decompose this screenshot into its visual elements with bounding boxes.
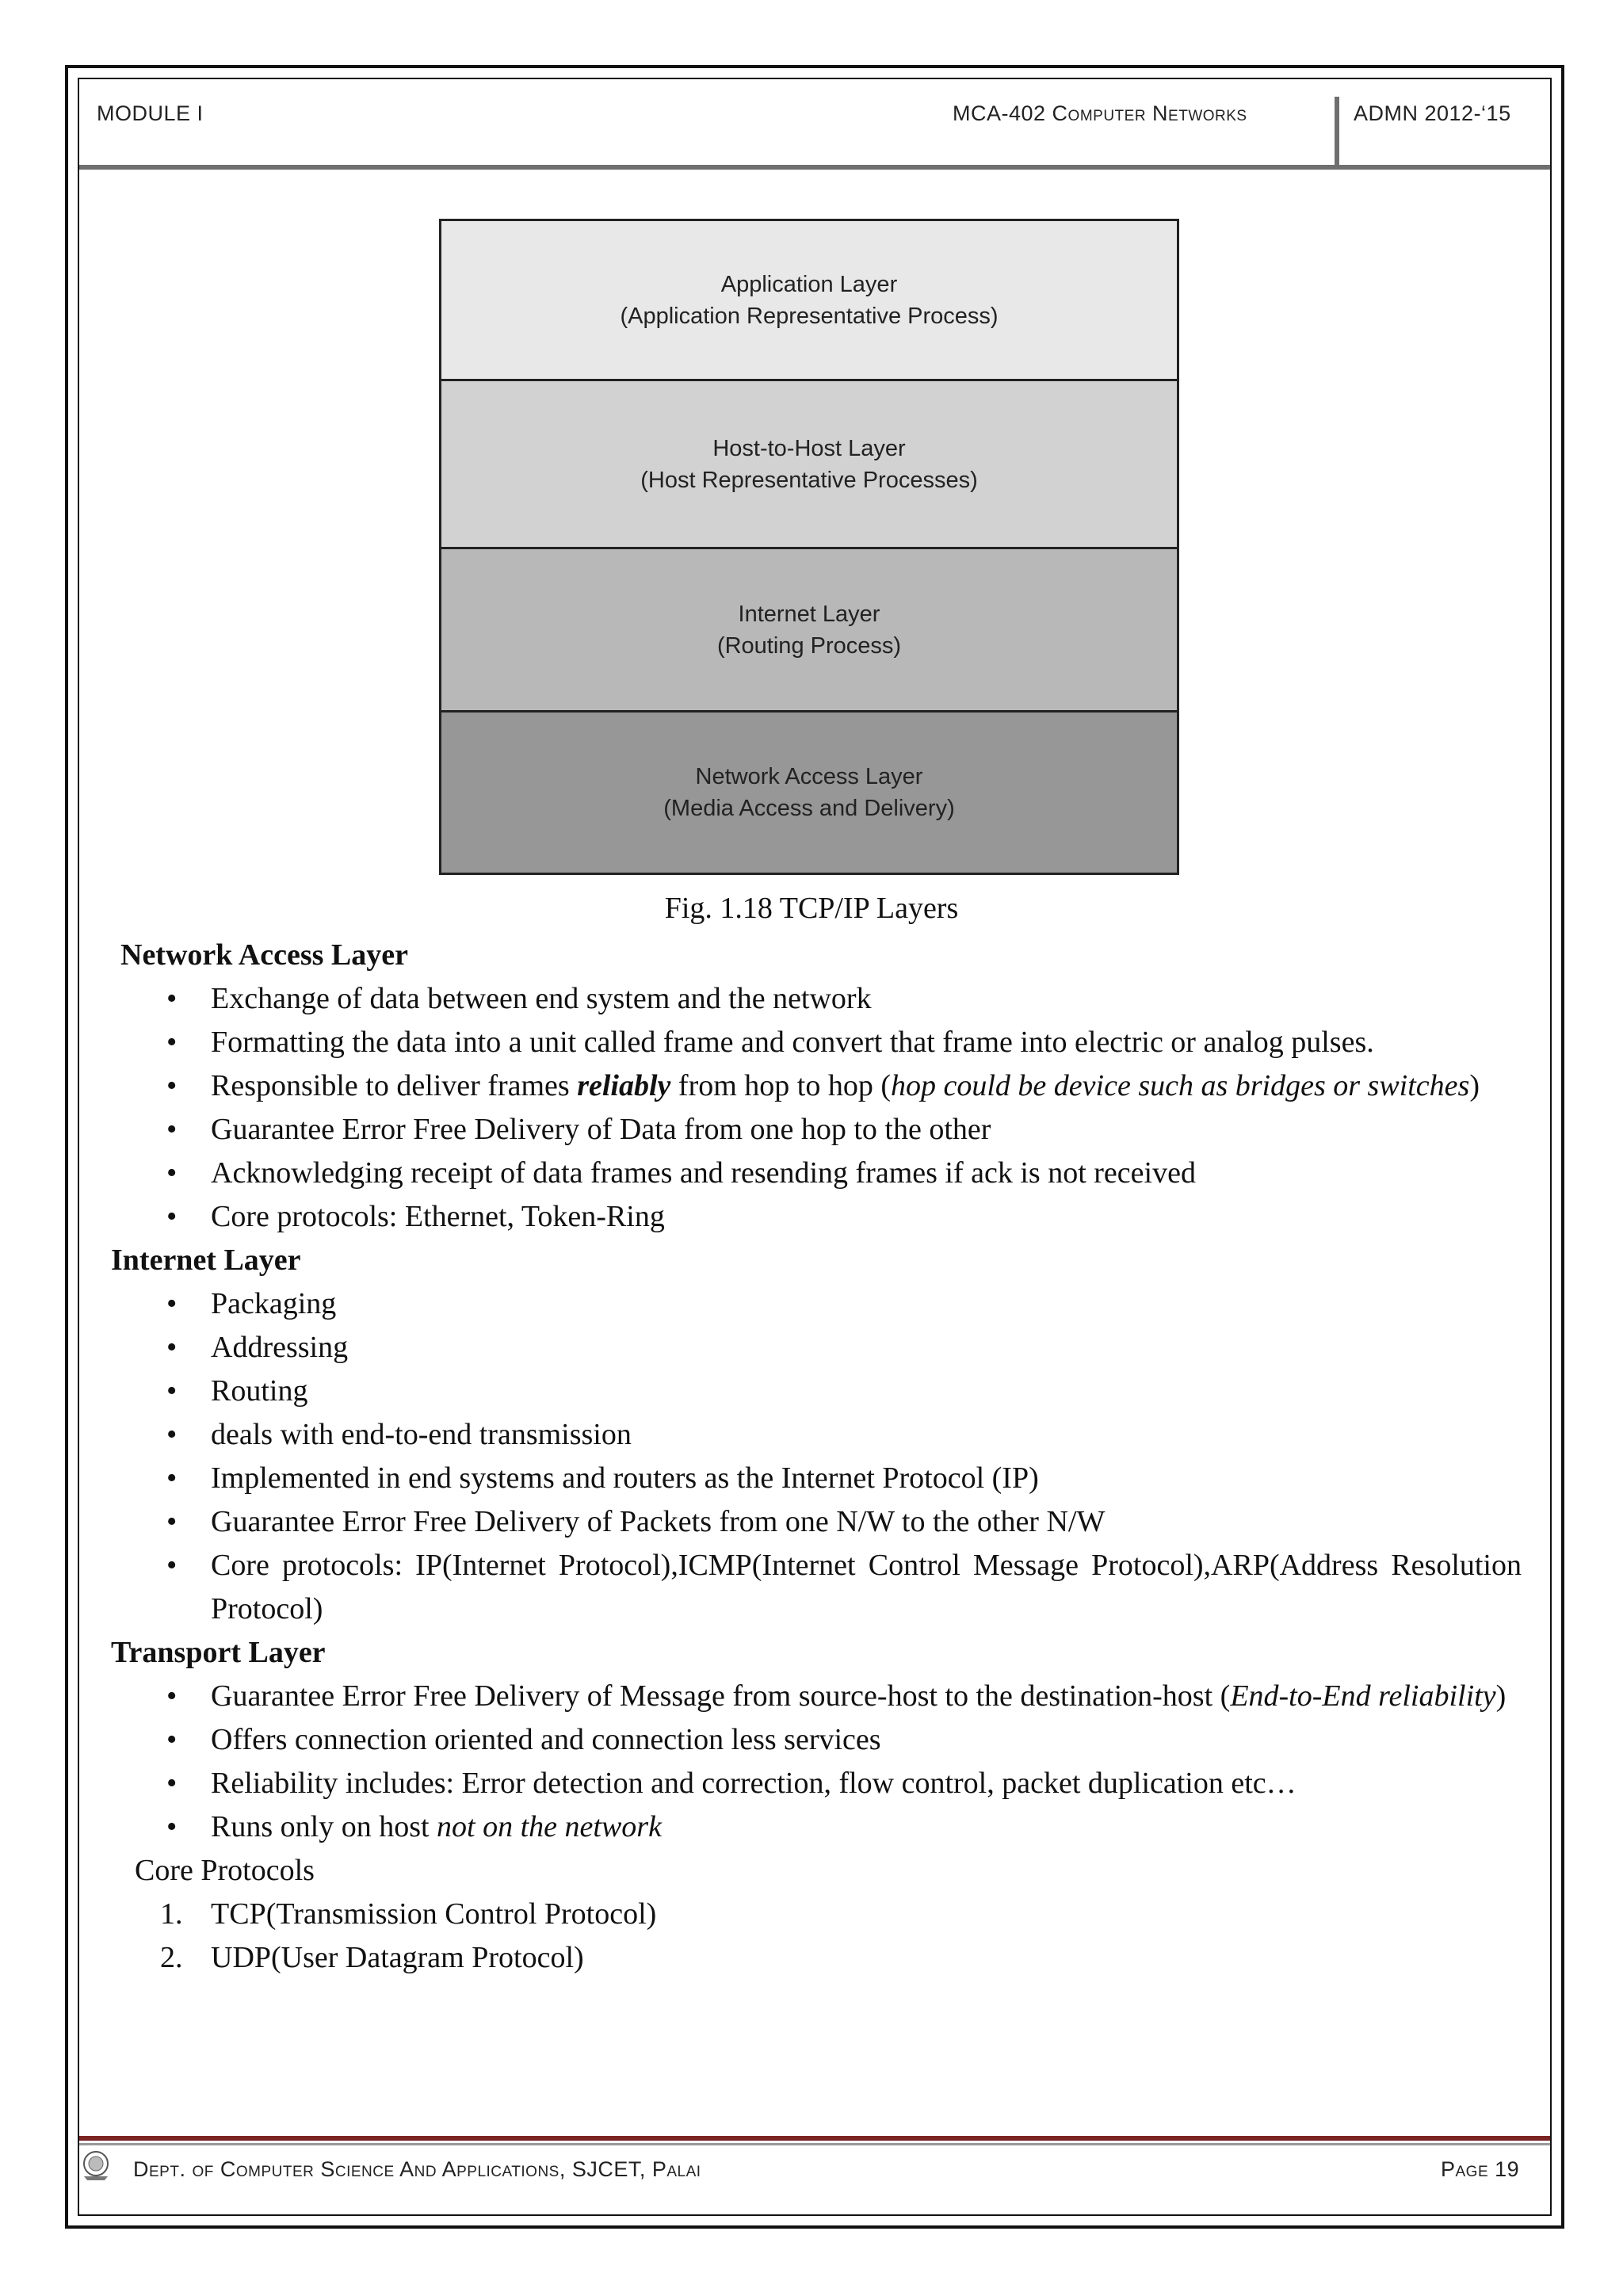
list-number: 2. bbox=[160, 1941, 183, 1974]
layer-desc: (Media Access and Delivery) bbox=[663, 796, 955, 821]
tcpip-layer-diagram bbox=[439, 219, 1179, 875]
text: TCP(Transmission Control Protocol) bbox=[211, 1897, 657, 1931]
text: Guarantee Error Free Delivery of Message from source-host to the destination-host ( bbox=[211, 1679, 1231, 1713]
list-item bbox=[111, 1675, 1522, 1718]
list-item: • Offers connection oriented and connection less services bbox=[111, 1718, 1522, 1762]
text: Responsible to deliver frames bbox=[211, 1069, 578, 1102]
list-number: 1. bbox=[160, 1897, 183, 1931]
emphasis-hop-note: hop could be device such as bridges or switches bbox=[891, 1069, 1470, 1102]
header-module: MODULE I bbox=[97, 101, 204, 125]
layer-desc: (Application Representative Process) bbox=[620, 303, 999, 329]
layer-name: Network Access Layer bbox=[695, 764, 923, 789]
emphasis-not-on-network: not on the network bbox=[437, 1810, 662, 1843]
header-divider bbox=[1335, 97, 1339, 166]
section-title-transport: Transport Layer bbox=[111, 1636, 326, 1669]
footer-rule bbox=[79, 2136, 1550, 2141]
list-item bbox=[111, 1893, 1522, 1936]
footer-page-number: Page 19 bbox=[1441, 2157, 1520, 2181]
text: from hop to hop ( bbox=[670, 1069, 891, 1102]
layer-application bbox=[441, 221, 1177, 381]
core-protocols-list bbox=[111, 1893, 1522, 1980]
section-title-internet: Internet Layer bbox=[111, 1244, 301, 1277]
college-logo-icon bbox=[79, 2149, 113, 2181]
text: Runs only on host bbox=[211, 1810, 437, 1843]
layer-desc: (Routing Process) bbox=[716, 632, 902, 659]
text: ) bbox=[1495, 1679, 1507, 1713]
document-body bbox=[111, 934, 1522, 1980]
list-item: • Acknowledging receipt of data frames and resending frames if ack is not received bbox=[111, 1152, 1522, 1195]
layer-name: Application Layer bbox=[720, 271, 898, 297]
layer-internet bbox=[441, 549, 1177, 712]
network-access-list bbox=[111, 977, 1522, 1239]
list-item bbox=[111, 1064, 1522, 1108]
footer-rule-thin bbox=[79, 2143, 1550, 2145]
emphasis-reliably: reliably bbox=[577, 1069, 671, 1102]
header-batch: ADMN 2012-‘15 bbox=[1354, 101, 1511, 125]
figure-caption: Fig. 1.18 TCP/IP Layers bbox=[664, 892, 959, 925]
list-item bbox=[111, 1936, 1522, 1980]
list-item: • Routing bbox=[111, 1370, 1522, 1413]
layer-desc: (Host Representative Processes) bbox=[640, 467, 978, 493]
list-item: • Reliability includes: Error detection and correction, flow control, packet duplication etc… bbox=[111, 1762, 1522, 1805]
list-item: • Implemented in end systems and routers as the Internet Protocol (IP) bbox=[111, 1457, 1522, 1500]
layer-name: Internet Layer bbox=[738, 601, 880, 627]
section-title-network-access: Network Access Layer bbox=[120, 938, 409, 972]
list-item: • Addressing bbox=[111, 1326, 1522, 1370]
transport-list bbox=[111, 1675, 1522, 1849]
layer-host-to-host bbox=[441, 381, 1177, 549]
list-item: • Core protocols: Ethernet, Token-Ring bbox=[111, 1195, 1522, 1239]
list-item: • Packaging bbox=[111, 1282, 1522, 1326]
layer-name: Host-to-Host Layer bbox=[712, 435, 906, 461]
text: UDP(User Datagram Protocol) bbox=[211, 1941, 584, 1974]
list-item: • deals with end-to-end transmission bbox=[111, 1413, 1522, 1457]
header-rule bbox=[79, 165, 1550, 170]
internet-list bbox=[111, 1282, 1522, 1631]
text: ) bbox=[1469, 1069, 1480, 1102]
list-item: • Guarantee Error Free Delivery of Data from one hop to the other bbox=[111, 1108, 1522, 1152]
list-item: • Formatting the data into a unit called frame and convert that frame into electric or analog pulses. bbox=[111, 1021, 1522, 1064]
emphasis-end-to-end: End-to-End reliability bbox=[1230, 1679, 1496, 1713]
footer-department: Dept. of Computer Science And Applications, SJCET, Palai bbox=[133, 2157, 701, 2181]
list-item: • Core protocols: IP(Internet Protocol),ICMP(Internet Control Message Protocol),ARP(Address Resolution Protocol) bbox=[111, 1544, 1522, 1631]
core-protocols-label: Core Protocols bbox=[135, 1854, 315, 1887]
header-course: MCA-402 Computer Networks bbox=[953, 101, 1247, 125]
list-item: • Exchange of data between end system and the network bbox=[111, 977, 1522, 1021]
list-item bbox=[111, 1805, 1522, 1849]
layer-network-access bbox=[441, 712, 1177, 873]
list-item: • Guarantee Error Free Delivery of Packets from one N/W to the other N/W bbox=[111, 1500, 1522, 1544]
